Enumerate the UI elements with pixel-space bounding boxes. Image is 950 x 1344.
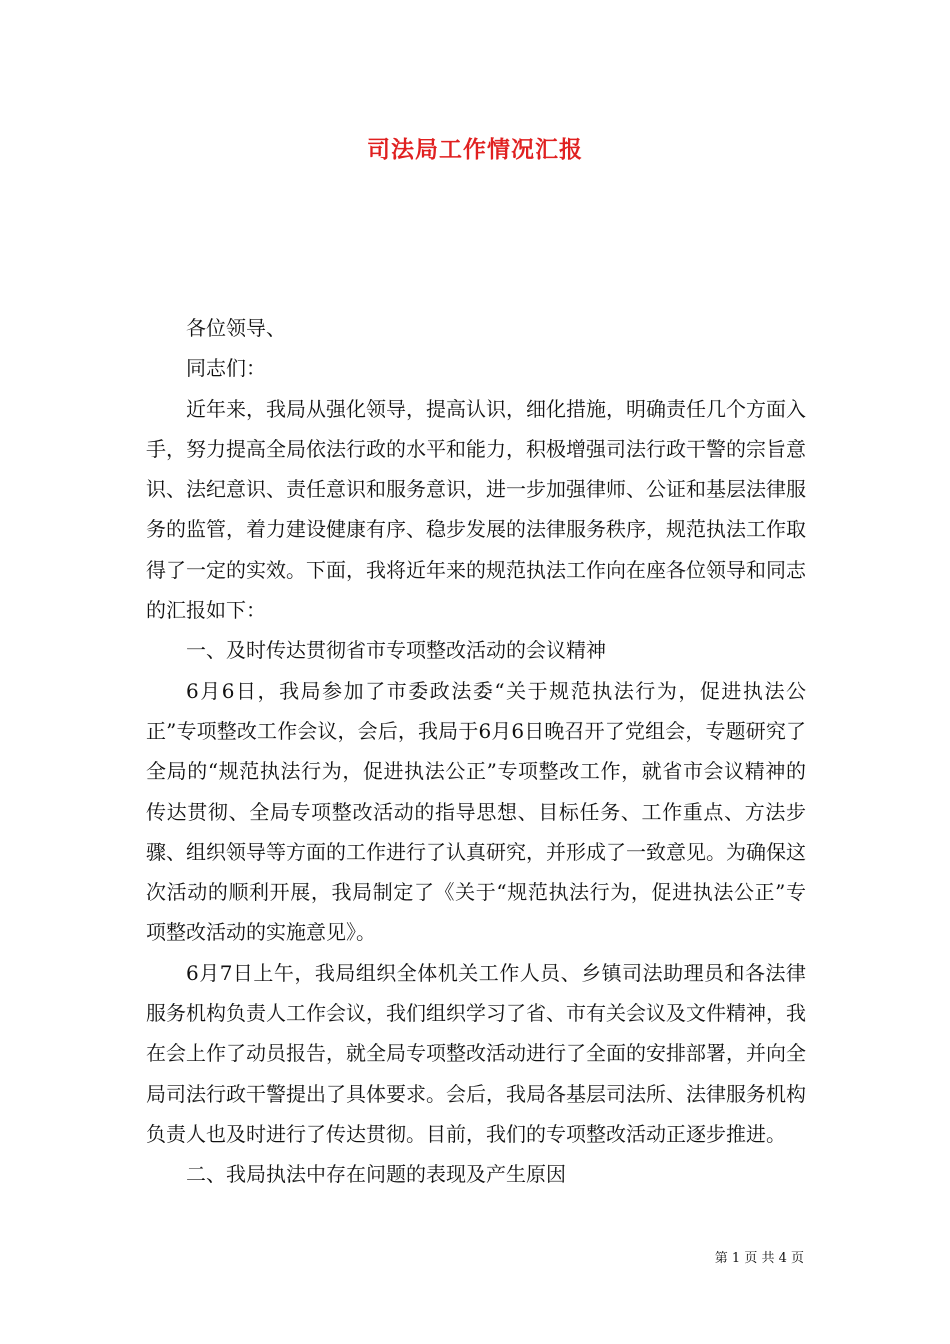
section-heading-2: 二、我局执法中存在问题的表现及产生原因 <box>186 1162 566 1187</box>
document-body <box>146 308 806 1195</box>
salutation-line-2: 同志们： <box>186 356 266 381</box>
paragraph-intro: 近年来，我局从强化领导，提高认识，细化措施，明确责任几个方面入手，努力提高全局依法行政的水平和能力，积极增强司法行政干警的宗旨意识、法纪意识、责任意识和服务意识，进一步加强律师、公证和基层法律服务的监管，着力建设健康有序、稳步发展的法律服务秩序，规范执法工作取得了一定的实效。下面，我将近年来的规范执法工作向在座各位领导和同志的汇报如下： <box>146 396 806 623</box>
document-title: 司法局工作情况汇报 <box>367 136 583 163</box>
section-heading-1: 一、及时传达贯彻省市专项整改活动的会议精神 <box>186 638 606 663</box>
salutation-line-1: 各位领导、 <box>186 316 286 340</box>
paragraph-june-7: 6月7日上午，我局组织全体机关工作人员、乡镇司法助理员和各法律服务机构负责人工作会议，我们组织学习了省、市有关会议及文件精神，我在会上作了动员报告，就全局专项整改活动进行了全面的安排部署，并向全局司法行政干警提出了具体要求。会后，我局各基层司法所、法律服务机构负责人也及时进行了传达贯彻。目前，我们的专项整改活动正逐步推进。 <box>146 960 806 1146</box>
paragraph-june-6: 6月6日，我局参加了市委政法委“关于规范执法行为，促进执法公正”专项整改工作会议，会后，我局于6月6日晚召开了党组会，专题研究了全局的“规范执法行为，促进执法公正”专项整改工作，就省市会议精神的传达贯彻、全局专项整改活动的指导思想、目标任务、工作重点、方法步骤、组织领导等方面的工作进行了认真研究，并形成了一致意见。为确保这次活动的顺利开展，我局制定了《关于“规范执法行为，促进执法公正”专项整改活动的实施意见》。 <box>146 678 806 945</box>
page-number: 第 1 页 共 4 页 <box>714 1251 804 1266</box>
